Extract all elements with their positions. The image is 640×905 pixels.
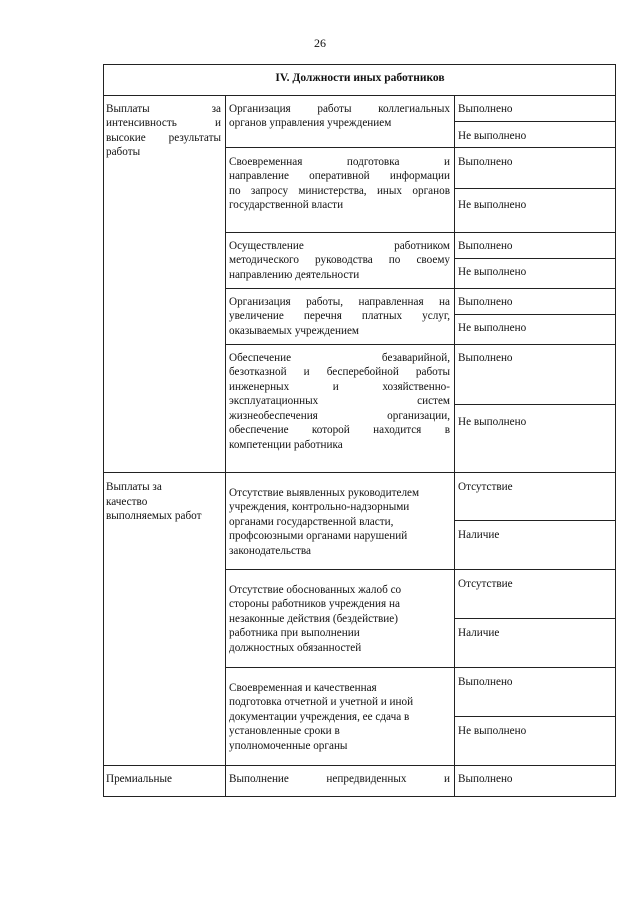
value-border bbox=[454, 404, 616, 405]
criterion-line: безотказной и бесперебойной работы bbox=[229, 366, 450, 378]
criterion-line: направление оперативной информации bbox=[229, 170, 450, 182]
value-border bbox=[454, 314, 616, 315]
value-cell: Отсутствие bbox=[458, 481, 513, 493]
table-border-right bbox=[615, 64, 616, 797]
criterion-line: Выполнение непредвиденных и bbox=[229, 773, 450, 785]
criterion-line: обеспечение которой находится в bbox=[229, 424, 450, 436]
criterion-line: подготовка отчетной и учетной и иной bbox=[229, 696, 414, 708]
criterion-line: увеличение перечня платных услуг, bbox=[229, 310, 450, 322]
criterion-line: Отсутствие выявленных руководителем bbox=[229, 487, 420, 499]
value-cell: Выполнено bbox=[458, 103, 513, 115]
criterion-line: учреждения, контрольно-надзорными bbox=[229, 501, 410, 513]
column-border bbox=[225, 95, 226, 797]
value-border bbox=[454, 121, 616, 122]
criterion-line: законодательства bbox=[229, 545, 311, 557]
criterion-line: документации учреждения, ее сдача в bbox=[229, 711, 410, 723]
value-cell: Выполнено bbox=[458, 156, 513, 168]
value-cell: Выполнено bbox=[458, 296, 513, 308]
criterion-border bbox=[225, 344, 616, 345]
criterion-line: Своевременная и качественная bbox=[229, 682, 377, 694]
criterion-line: уполномоченные органы bbox=[229, 740, 348, 752]
value-cell: Не выполнено bbox=[458, 130, 527, 142]
header-row-border bbox=[103, 95, 616, 96]
criterion-line: направлению деятельности bbox=[229, 269, 360, 281]
value-border bbox=[454, 188, 616, 189]
criterion-border bbox=[225, 288, 616, 289]
criterion-line: оказываемых учреждением bbox=[229, 325, 359, 337]
value-border bbox=[454, 520, 616, 521]
criterion-line: жизнеобеспечения организации, bbox=[229, 410, 450, 422]
criterion-line: методического руководства по своему bbox=[229, 254, 450, 266]
value-border bbox=[454, 618, 616, 619]
criterion-line: Организация работы коллегиальных bbox=[229, 103, 450, 115]
criterion-line: стороны работников учреждения на bbox=[229, 598, 400, 610]
criterion-border bbox=[225, 232, 616, 233]
criterion-line: Организация работы, направленная на bbox=[229, 296, 450, 308]
group-title-line: интенсивность и bbox=[106, 117, 221, 129]
criterion-line: Обеспечение безаварийной, bbox=[229, 352, 450, 364]
criterion-line: эксплуатационных систем bbox=[229, 395, 450, 407]
group-title-line: выполняемых работ bbox=[106, 510, 202, 522]
group-title-line: Выплаты за bbox=[106, 103, 221, 115]
criterion-border bbox=[225, 569, 616, 570]
group-title-line: Выплаты за bbox=[106, 481, 162, 493]
criterion-border bbox=[225, 147, 616, 148]
criterion-line: работника при выполнении bbox=[229, 627, 360, 639]
criterion-line: профсоюзными органами нарушений bbox=[229, 530, 408, 542]
criterion-line: органами государственной власти, bbox=[229, 516, 394, 528]
value-border bbox=[454, 258, 616, 259]
column-border bbox=[454, 95, 455, 797]
value-cell: Наличие bbox=[458, 529, 500, 541]
value-cell: Выполнено bbox=[458, 676, 513, 688]
criterion-line: компетенции работника bbox=[229, 439, 343, 451]
criterion-line: инженерных и хозяйственно- bbox=[229, 381, 450, 393]
value-cell: Не выполнено bbox=[458, 416, 527, 428]
criterion-border bbox=[225, 667, 616, 668]
value-cell: Наличие bbox=[458, 627, 500, 639]
value-border bbox=[454, 716, 616, 717]
value-cell: Не выполнено bbox=[458, 199, 527, 211]
value-cell: Не выполнено bbox=[458, 725, 527, 737]
table-border-top bbox=[103, 64, 616, 65]
criterion-line: Своевременная подготовка и bbox=[229, 156, 450, 168]
criterion-line: Отсутствие обоснованных жалоб со bbox=[229, 584, 402, 596]
group-title-line: Премиальные bbox=[106, 773, 172, 785]
value-cell: Не выполнено bbox=[458, 266, 527, 278]
criterion-line: органов управления учреждением bbox=[229, 117, 392, 129]
section-title: IV. Должности иных работников bbox=[275, 72, 445, 84]
group-title-line: работы bbox=[106, 146, 141, 158]
group-title-line: качество bbox=[106, 496, 148, 508]
criterion-line: по запросу министерства, иных органов bbox=[229, 185, 450, 197]
criterion-line: государственной власти bbox=[229, 199, 344, 211]
group-title-line: высокие результаты bbox=[106, 132, 221, 144]
value-cell: Отсутствие bbox=[458, 578, 513, 590]
value-cell: Выполнено bbox=[458, 352, 513, 364]
group-border bbox=[103, 765, 616, 766]
group-border bbox=[103, 472, 616, 473]
value-cell: Выполнено bbox=[458, 240, 513, 252]
table-border-left bbox=[103, 64, 104, 797]
criterion-line: Осуществление работником bbox=[229, 240, 450, 252]
table-border-bottom bbox=[103, 796, 616, 797]
page-number: 26 bbox=[314, 36, 326, 50]
criterion-line: установленные сроки в bbox=[229, 725, 340, 737]
criterion-line: должностных обязанностей bbox=[229, 642, 362, 654]
value-cell: Выполнено bbox=[458, 773, 513, 785]
criterion-line: незаконные действия (бездействие) bbox=[229, 613, 398, 625]
value-cell: Не выполнено bbox=[458, 322, 527, 334]
